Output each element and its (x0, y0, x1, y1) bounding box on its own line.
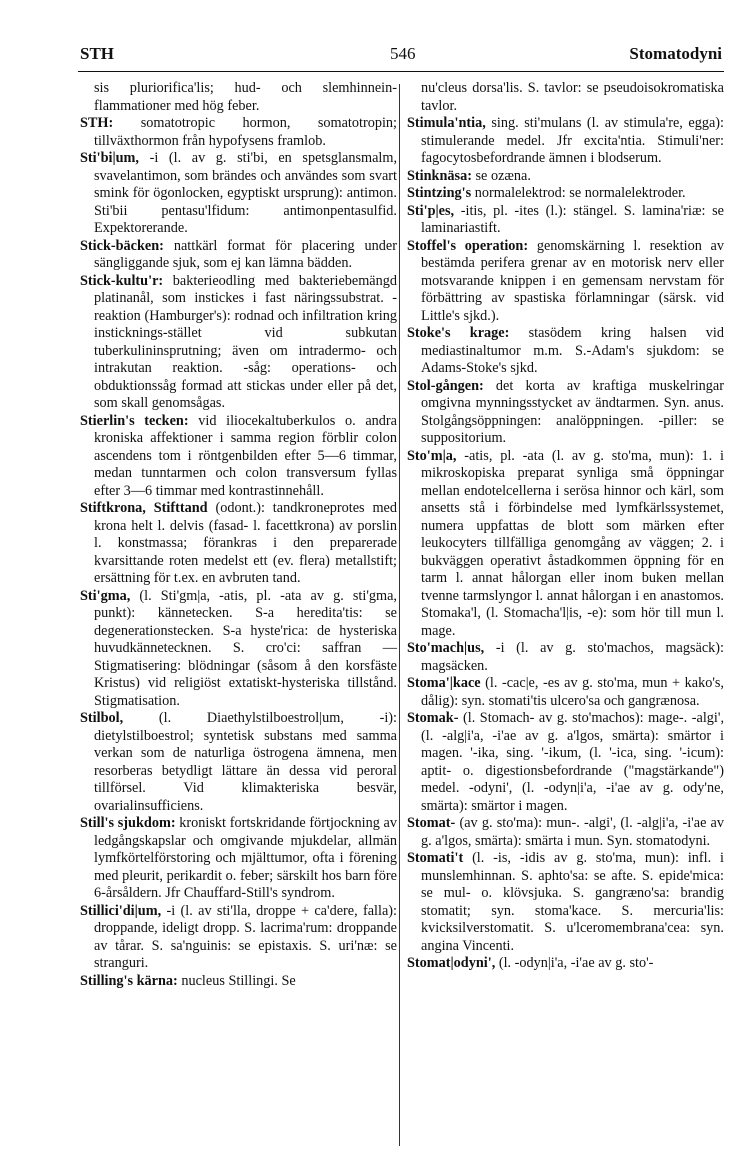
dictionary-entry (407, 325, 724, 378)
entry-definition: (l. Diaethylstilboestrol|um, -i): dietylstilboestrol; syntetisk substans med samma verkan som de naturliga östrogena ämnena, men resorberas betydligt lättare än dessa vid peroral tillförsel. Vid klimakteriska besvär, ovarialinsufficiens. (94, 710, 398, 814)
entry-headword: Stomati't (407, 850, 464, 866)
entry-headword: Stoke's krage: (407, 325, 510, 341)
dictionary-entry (80, 115, 397, 150)
dictionary-entry (80, 150, 397, 238)
entry-headword: STH: (80, 115, 114, 131)
dictionary-entry (80, 500, 397, 588)
entry-definition: (l. -cac|e, -es av g. sto'ma, mun + kako's, dålig): syn. stomati'tis ulcero'sa och gangrænosa. (421, 675, 724, 709)
entry-definition: det korta av kraftiga muskelringar omgivna mynningsstycket av ändtarmen. Syn. anus. Stolgångsöppningen: analöppningen. -piller: se suppositorium. (421, 377, 725, 446)
dictionary-entry (407, 710, 724, 815)
dictionary-entry (80, 80, 397, 115)
header-rule (78, 71, 724, 72)
entry-headword: Stiftkrona, Stifttand (80, 500, 208, 516)
entry-definition: nucleus Stillingi. Se (181, 972, 296, 989)
dictionary-entry (407, 640, 724, 675)
dictionary-entry (407, 168, 724, 186)
entry-definition: se ozæna. (475, 167, 531, 184)
header-right-label: Stomatodyni (629, 44, 722, 63)
header-left-label: STH (80, 44, 115, 63)
entry-headword: Stillici'di|um, (80, 902, 162, 919)
entry-headword: Stoffel's operation: (407, 237, 529, 254)
page-number: 546 (390, 44, 416, 63)
left-column (80, 80, 397, 990)
entry-definition: -atis, pl. -ata (l. av g. sto'ma, mun): 1. i mikroskopiska preparat synliga små öppningar mellan endotelcellerna i serösa hinnor och kärl, som ansetts stå i förbindelse med lymfkärlssystemet, numera uppfattas de blott som märken efter leukocyters tillfälliga genomgång av väggen; 2. i bukväggen operativt åstadkommen öppning för en tarm l. annat hålorgan eller inom buken mellan tvenne tarmslyngor l. annat hålorgan i en anastomos. Stomaka'l, (l. Stomacha'l|is, -e): som hör till mun l. mage. (421, 447, 725, 639)
entry-definition: stasödem kring halsen vid mediastinaltumor m.m. S.-Adam's sjukdom: se Adams-Stoke's sjkd. (421, 325, 725, 376)
dictionary-entry (80, 815, 397, 903)
entry-headword: Stimula'ntia, (407, 115, 486, 131)
entry-headword: Still's sjukdom: (80, 815, 176, 831)
dictionary-entry (80, 413, 397, 501)
entry-definition: (l. -is, -idis av g. sto'ma, mun): infl. i munslemhinnan. S. aphto'sa: se afte. S. epide'mica: se mul- o. klövsjuka. S. gangræno'sa: brandig stomatit; syn. stoma'kace. S. mercuria'lis: kvicksilverstomatit. S. u'lceromembrana'cea: syn. angina Vincenti. (421, 850, 724, 954)
entry-headword: Stilling's kärna: (80, 972, 178, 989)
dictionary-entry (407, 815, 724, 850)
entry-definition: somatotropic hormon, somatotropin; tillväxthormon från hypofysens framlob. (94, 115, 397, 149)
dictionary-entry (407, 115, 724, 168)
entry-definition: sis pluriorifica'lis; hud- och slemhinnein-flammationer med hög feber. (94, 80, 397, 114)
dictionary-entry (80, 903, 397, 973)
entry-headword: Stoma'|kace (407, 675, 481, 691)
dictionary-entry (407, 448, 724, 641)
entry-headword: Stick-kultu'r: (80, 272, 164, 289)
entry-headword: Sto'm|a, (407, 447, 457, 464)
entry-headword: Stierlin's tecken: (80, 412, 189, 429)
dictionary-entry (80, 973, 397, 991)
entry-headword: Stilbol, (80, 710, 124, 726)
entry-definition: (l. Stomach- av g. sto'machos): mage-. -algi', (l. -alg|i'a, -i'ae av g. a'lgos, smärta): smärtor i magen. '-ika, sing. '-ikum, (l. '-ica, sing. '-icum): aptit- o. digestionsbefordrande ("magstärkande") medel. -odyni', (l. -odyn|i'a, -i'ae av g. ody'ne, smärta): smärtor i magen. (421, 710, 725, 814)
entry-definition: nu'cleus dorsa'lis. S. tavlor: se pseudoisokromatiska tavlor. (421, 80, 724, 114)
entry-definition: nattkärl format för placering under sängliggande sjuk, som ej kan lämna bädden. (94, 237, 397, 271)
entry-definition: kroniskt fortskridande förtjockning av ledgångskapslar och omgivande mjukdelar, allmän lymfkörtelförstoring och mjälttumor, ofta i förening med pleurit, perikardit o. feber; särskilt hos barn före 6-årsåldern. Jfr Chauffard-Still's syndrom. (94, 815, 398, 901)
entry-definition: -i (l. av g. sto'machos, magsäck): magsäcken. (421, 640, 725, 674)
entry-headword: Stomat- (407, 815, 456, 831)
dictionary-entry (407, 80, 724, 115)
entry-definition: vid iliocekaltuberkulos o. andra kroniska affektioner i samma region förblir colon ascendens tom i röntgenbilden efter 5—6 timmar, medan tunntarmen och colon transversum fyllas efter 3—6 timmar med kontrastinnehåll. (94, 412, 397, 499)
dictionary-entry (407, 675, 724, 710)
entry-definition: normalelektrod: se normalelektroder. (474, 185, 686, 201)
entry-definition: -i (l. av sti'lla, droppe + ca'dere, falla): droppande, ideligt dropp. S. lacrima'rum: droppande av tårar. S. sa'nguinis: se epistaxis. S. uri'næ: se stranguri. (94, 902, 398, 971)
entry-headword: Sti'gma, (80, 587, 131, 604)
entry-definition: (av g. sto'ma): mun-. -algi', (l. -alg|i'a, -i'ae av g. a'lgos, smärta): smärta i mun. Syn. stomatodyni. (421, 815, 725, 849)
dictionary-entry (80, 273, 397, 413)
entry-headword: Stol-gången: (407, 377, 484, 394)
entry-definition: (l. Sti'gm|a, -atis, pl. -ata av g. sti'gma, punkt): kännetecken. S-a heredita'tis: se degenerationstecken. S-a hyste'rica: de hysteriska huvudkännetecknen. S. cro'ci: saffran — Stigmatisering: blödningar (såsom å den korsfäste Kristus) vid religiöst extatiskt-hysteriska tillstånd. Stigmatisation. (94, 587, 397, 709)
entry-headword: Stomat|odyni', (407, 955, 496, 971)
entry-definition: genomskärning l. resektion av bestämda perifera grenar av en motorisk nerv eller motsvarande knippen i en gemensam nervstam för förbättring av spastiska förlamningar (särsk. vid Little's sjkd.). (421, 237, 724, 324)
entry-headword: Stick-bäcken: (80, 237, 164, 254)
entry-definition: (l. -odyn|i'a, -i'ae av g. sto'- (498, 955, 654, 971)
dictionary-entry (407, 238, 724, 326)
entry-headword: Sti'p|es, (407, 202, 455, 219)
dictionary-entry (407, 203, 724, 238)
entry-headword: Stomak- (407, 710, 459, 726)
entry-definition: (odont.): tandkroneprotes med krona helt l. delvis (fasad- l. facettkrona) av porslin l. konstmassa; förankras i den preparerade kvarsittande roten medelst ett (ev. flera) metallstift; ersättning för t.ex. en avbruten tand. (94, 500, 398, 586)
entry-headword: Stintzing's (407, 185, 472, 201)
entry-headword: Sto'mach|us, (407, 640, 485, 656)
entry-definition: bakterieodling med bakteriebemängd platinanål, som instickes i fast näringssubstrat. -reaktion (Hamburger's): rodnad och infiltration kring insticknings-stället vid subkutan tuberkulininsprutning; även om intradermo- och intrakutan reaktion. -såg: operations- och obduktionssåg formad att stickas under eller på det, som skall genomsågas. (94, 272, 398, 411)
dictionary-entry (407, 850, 724, 955)
entry-definition: -itis, pl. -ites (l.): stängel. S. lamina'riæ: se laminariastift. (421, 202, 724, 236)
dictionary-entry (407, 185, 724, 203)
entry-definition: sing. sti'mulans (l. av stimula're, egga): stimulerande medel. Jfr excita'ntia. Stimuli'ner: fagocytosbefordrande ämnen i blodserum. (421, 115, 725, 166)
column-divider (399, 84, 400, 1146)
dictionary-entry (80, 238, 397, 273)
dictionary-entry (407, 378, 724, 448)
entry-headword: Stinknäsa: (407, 167, 472, 184)
entry-headword: Sti'bi|um, (80, 150, 139, 166)
dictionary-entry (407, 955, 724, 973)
dictionary-entry (80, 588, 397, 711)
entry-definition: -i (l. av g. sti'bi, en spetsglansmalm, svavelantimon, som brändes och användes som svart smink för ögonlocken, egyptiskt ursprung): antimon. Sti'bii pentasu'lfidum: antimonpentasulfid. Expektorerande. (94, 150, 398, 236)
dictionary-entry (80, 710, 397, 815)
right-column (407, 80, 724, 973)
